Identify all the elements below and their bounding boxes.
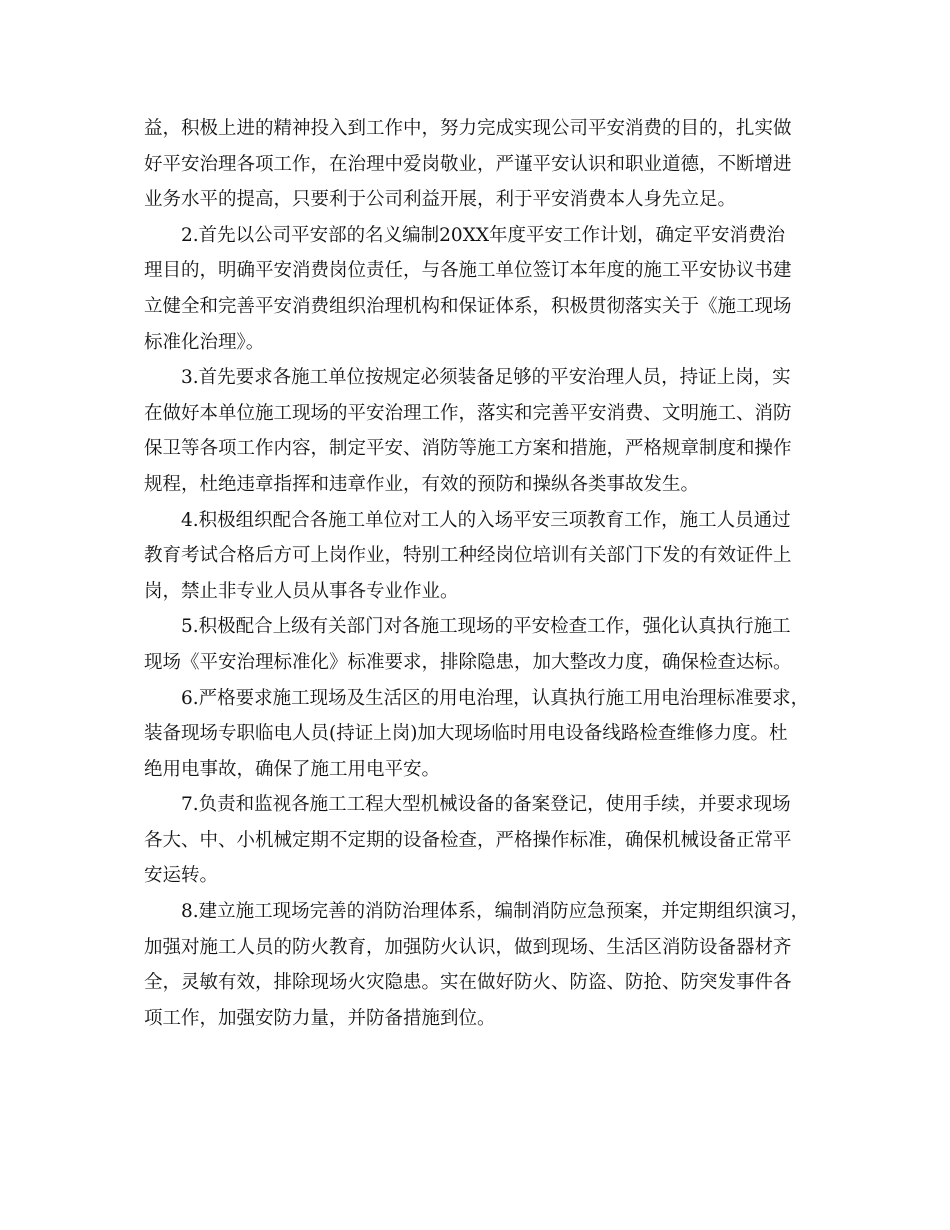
text-line: 全，灵敏有效，排除现场火灾隐患。实在做好防火、防盗、防抢、防突发事件各 — [144, 972, 792, 994]
text-line: 规程，杜绝违章指挥和违章作业，有效的预防和操纵各类事故发生。 — [144, 473, 700, 495]
text-line: 3.首先要求各施工单位按规定必须装备足够的平安治理人员，持证上岗，实 — [181, 367, 791, 389]
text-line: 标准化治理》。 — [144, 331, 265, 353]
paragraph — [144, 609, 812, 680]
paragraph — [144, 681, 812, 788]
text-line: 4.积极组织配合各施工单位对工人的入场平安三项教育工作，施工人员通过 — [181, 509, 791, 531]
text-line: 7.负责和监视各施工工程大型机械设备的备案登记，使用手续，并要求现场 — [181, 794, 791, 816]
text-line: 项工作，加强安防力量，并防备措施到位。 — [144, 1007, 496, 1029]
paragraph — [144, 894, 812, 1036]
paragraph — [144, 218, 812, 360]
text-line: 安运转。 — [144, 865, 219, 887]
text-line: 现场《平安治理标准化》标准要求，排除隐患，加大整改力度，确保检查达标。 — [144, 651, 792, 673]
text-line: 教育考试合格后方可上岗作业，特别工种经岗位培训有关部门下发的有效证件上 — [144, 545, 792, 567]
paragraph — [144, 111, 812, 218]
text-line: 好平安治理各项工作，在治理中爱岗敬业，严谨平安认识和职业道德，不断增进 — [144, 153, 792, 175]
text-line: 业务水平的提高，只要利于公司利益开展，利于平安消费本人身先立足。 — [144, 189, 737, 211]
paragraph — [144, 787, 812, 894]
text-line: 8.建立施工现场完善的消防治理体系，编制消防应急预案，并定期组织演习， — [181, 901, 810, 923]
paragraph — [144, 503, 812, 610]
text-line: 5.积极配合上级有关部门对各施工现场的平安检查工作，强化认真执行施工 — [181, 616, 791, 638]
text-line: 保卫等各项工作内容，制定平安、消防等施工方案和措施，严格规章制度和操作 — [144, 438, 792, 460]
text-line: 在做好本单位施工现场的平安治理工作，落实和完善平安消费、文明施工、消防 — [144, 402, 792, 424]
text-line: 理目的，明确平安消费岗位责任，与各施工单位签订本年度的施工平安协议书建 — [144, 260, 792, 282]
text-line: 益，积极上进的精神投入到工作中，努力完成实现公司平安消费的目的，扎实做 — [144, 118, 792, 139]
text-line: 加强对施工人员的防火教育，加强防火认识，做到现场、生活区消防设备器材齐 — [144, 936, 792, 958]
text-line: 岗，禁止非专业人员从事各专业作业。 — [144, 580, 459, 602]
text-line: 绝用电事故，确保了施工用电平安。 — [144, 758, 441, 780]
paragraph — [144, 360, 812, 502]
text-line: 2.首先以公司平安部的名义编制20XX年度平安工作计划，确定平安消费治 — [181, 224, 786, 246]
text-line: 立健全和完善平安消费组织治理机构和保证体系，积极贯彻落实关于《施工现场 — [144, 295, 792, 317]
text-line: 各大、中、小机械定期不定期的设备检查，严格操作标准，确保机械设备正常平 — [144, 829, 792, 851]
text-line: 6.严格要求施工现场及生活区的用电治理，认真执行施工用电治理标准要求， — [181, 687, 810, 709]
text-line: 装备现场专职临电人员(持证上岗)加大现场临时用电设备线路检查维修力度。杜 — [144, 723, 788, 745]
document-body — [144, 111, 812, 1036]
